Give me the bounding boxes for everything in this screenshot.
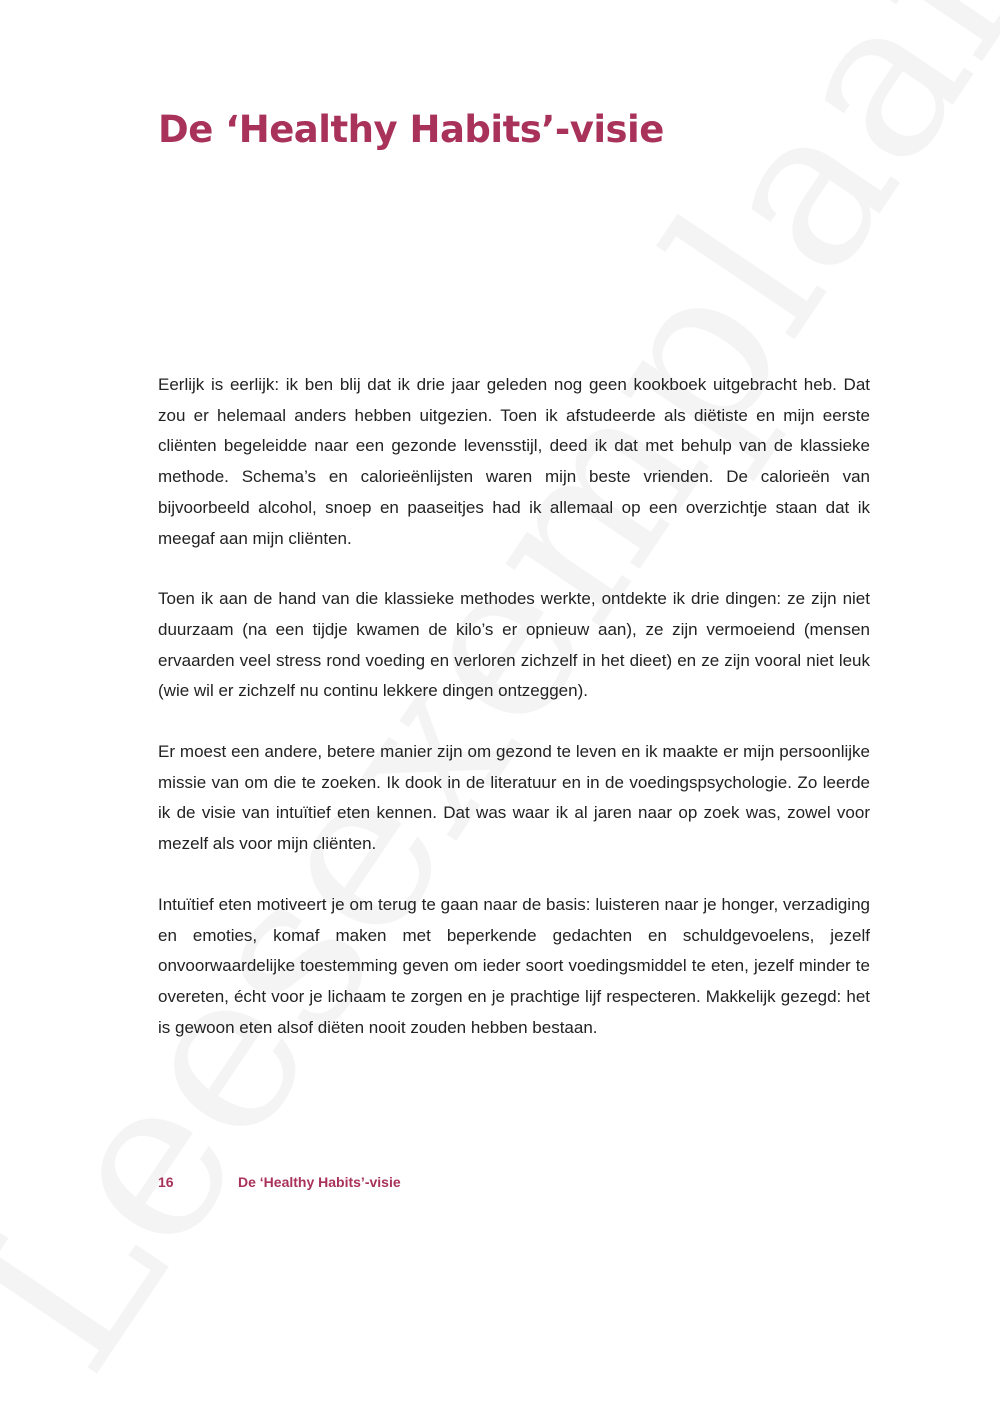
paragraph-1: Eerlijk is eerlijk: ik ben blij dat ik drie jaar geleden nog geen kookboek uitgebracht heb. Dat zou er helemaal anders hebben uitgezien. Toen ik afstudeerde als diëtiste en mijn eerste cliënten begeleidde naar een gezonde levensstijl, deed ik dat met behulp van de klassieke methode. Schema’s en calorieënlijsten waren mijn beste vrienden. De calorieën van bijvoorbeeld alcohol, snoep en paaseitjes had ik allemaal op een overzichtje staan dat ik meegaf aan mijn cliënten. (158, 375, 870, 548)
page-footer (158, 1174, 401, 1190)
body-text (158, 370, 870, 1073)
paragraph-4: Intuïtief eten motiveert je om terug te gaan naar de basis: luisteren naar je honger, verzadiging en emoties, komaf maken met beperkende gedachten en schuldgevoelens, jezelf onvoorwaardelijke toestemming geven om ieder soort voedingsmiddel te eten, jezelf minder te overeten, écht voor je lichaam te zorgen en je prachtige lijf respecteren. Makkelijk gezegd: het is gewoon eten alsof diëten nooit zouden hebben bestaan. (158, 894, 870, 1037)
page-title: De ‘Healthy Habits’-visie (158, 108, 664, 151)
running-title: De ‘Healthy Habits’-visie (238, 1174, 401, 1190)
page-number: 16 (158, 1174, 174, 1190)
paragraph-2: Toen ik aan de hand van die klassieke methodes werkte, ontdekte ik drie dingen: ze zijn niet duurzaam (na een tijdje kwamen de kilo’s er opnieuw aan), ze zijn vermoeiend (mensen ervaarden veel stress rond voeding en verloren zichzelf in het dieet) en ze zijn vooral niet leuk (wie wil er zichzelf nu continu lekkere dingen ontzeggen). (158, 589, 870, 701)
paragraph-3: Er moest een andere, betere manier zijn om gezond te leven en ik maakte er mijn persoonlijke missie van om die te zoeken. Ik dook in de literatuur en in de voedingspsychologie. Zo leerde ik de visie van intuïtief eten kennen. Dat was waar ik al jaren naar op zoek was, zowel voor mezelf als voor mijn cliënten. (158, 742, 870, 854)
